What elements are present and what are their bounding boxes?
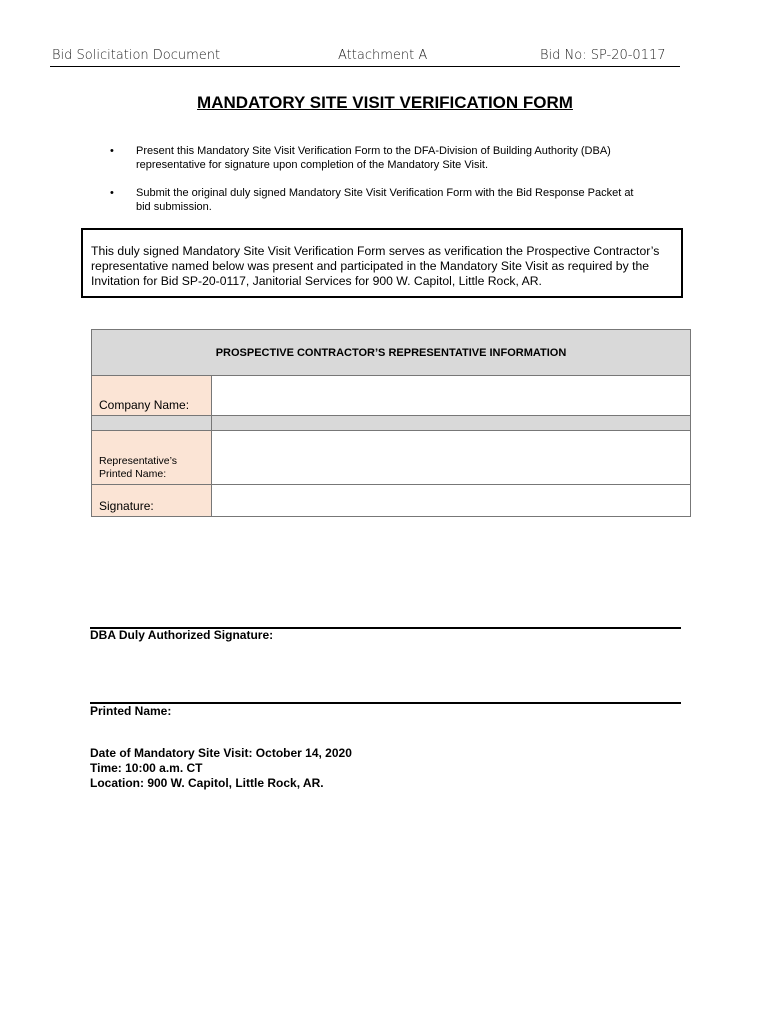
representative-row — [92, 431, 691, 485]
verification-notice-box — [81, 228, 683, 298]
instruction-line: bid submission. — [136, 201, 212, 213]
instruction-line: representative for signature upon completion of the Mandatory Site Visit. — [136, 159, 488, 171]
representative-label-line: Printed Name: — [99, 468, 167, 480]
instruction-line: Submit the original duly signed Mandatory Site Visit Verification Form with the Bid Response Packet at — [136, 187, 634, 199]
company-name-label: Company Name: — [92, 376, 212, 416]
representative-name-label — [92, 431, 212, 485]
instruction-item — [110, 144, 670, 172]
site-visit-details — [90, 746, 352, 791]
company-row — [92, 376, 691, 416]
form-title: MANDATORY SITE VISIT VERIFICATION FORM — [197, 93, 573, 112]
instruction-item — [110, 186, 670, 214]
notice-line: This duly signed Mandatory Site Visit Verification Form serves as verification the Prospective Contractor’s — [91, 244, 660, 258]
printed-name-label: Printed Name: — [90, 704, 172, 718]
separator-cell — [212, 416, 691, 431]
visit-location: Location: 900 W. Capitol, Little Rock, AR. — [90, 776, 324, 790]
visit-time: Time: 10:00 a.m. CT — [90, 761, 203, 775]
instruction-line: Present this Mandatory Site Visit Verification Form to the DFA-Division of Building Authority (DBA) — [136, 145, 611, 157]
bullet-icon: • — [110, 187, 114, 199]
representative-info-table — [91, 329, 691, 517]
signature-field[interactable] — [212, 485, 691, 517]
instructions-list — [110, 144, 670, 228]
table-heading: PROSPECTIVE CONTRACTOR’S REPRESENTATIVE INFORMATION — [92, 330, 691, 376]
separator-cell — [92, 416, 212, 431]
visit-date: Date of Mandatory Site Visit: October 14, 2020 — [90, 746, 352, 760]
notice-line: representative named below was present and participated in the Mandatory Site Visit as required by the — [91, 259, 650, 273]
signature-row — [92, 485, 691, 517]
representative-name-field[interactable] — [212, 431, 691, 485]
header-document-type: Bid Solicitation Document — [52, 48, 221, 63]
header-attachment: Attachment A — [338, 48, 428, 63]
company-name-field[interactable] — [212, 376, 691, 416]
signature-label: Signature: — [92, 485, 212, 517]
page-header — [50, 46, 680, 67]
notice-line: Invitation for Bid SP-20-0117, Janitorial Services for 900 W. Capitol, Little Rock, AR. — [91, 274, 542, 288]
table-header-row — [92, 330, 691, 376]
dba-signature-label: DBA Duly Authorized Signature: — [90, 628, 274, 642]
separator-row — [92, 416, 691, 431]
representative-label-line: Representative’s — [99, 455, 178, 467]
printed-name-line[interactable] — [90, 702, 681, 704]
header-bid-number: Bid No: SP-20-0117 — [540, 48, 666, 63]
bullet-icon: • — [110, 145, 114, 157]
